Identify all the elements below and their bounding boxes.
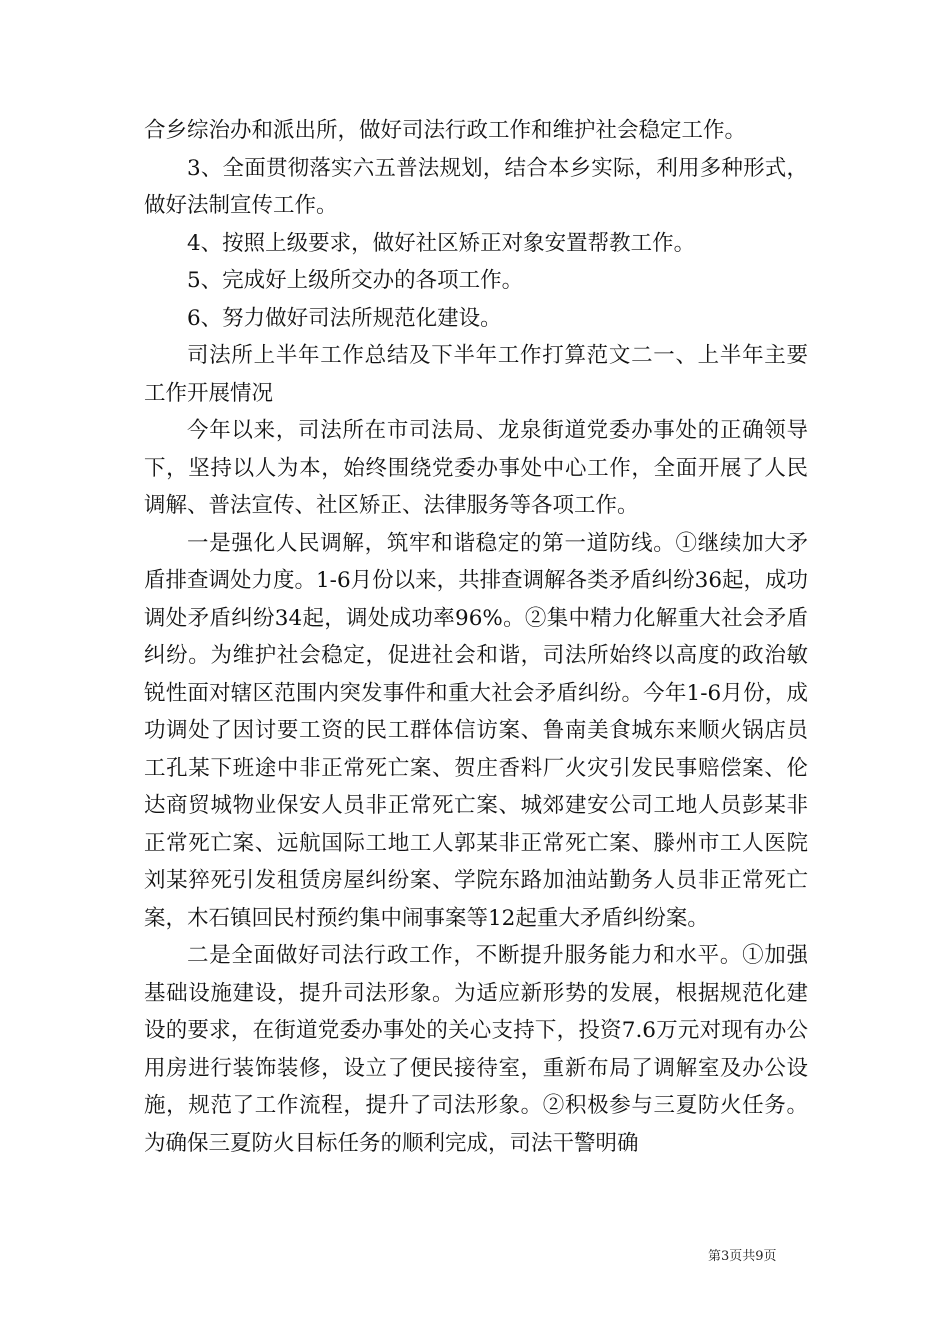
body-text	[144, 112, 808, 1162]
paragraph-item-4: 4、按照上级要求，做好社区矫正对象安置帮教工作。	[187, 230, 696, 256]
paragraph-intro: 今年以来，司法所在市司法局、龙泉街道党委办事处的正确领导下，坚持以人为本，始终围绕党委办事处中心工作，全面开展了人民调解、普法宣传、社区矫正、法律服务等各项工作。	[144, 418, 808, 518]
page-number: 第3页共9页	[708, 1249, 777, 1264]
paragraph-item-3: 3、全面贯彻落实六五普法规划，结合本乡实际，利用多种形式，做好法制宣传工作。	[144, 155, 808, 218]
paragraph-item-6: 6、努力做好司法所规范化建设。	[187, 305, 502, 331]
paragraph-continuation: 合乡综治办和派出所，做好司法行政工作和维护社会稳定工作。	[144, 118, 747, 143]
section-heading: 司法所上半年工作总结及下半年工作打算范文二一、上半年主要工作开展情况	[144, 343, 808, 406]
paragraph-item-5: 5、完成好上级所交办的各项工作。	[187, 268, 524, 293]
paragraph-mediation: 一是强化人民调解，筑牢和谐稳定的第一道防线。①继续加大矛盾排查调处力度。1-6月份以来，共排查调解各类矛盾纠纷36起，成功调处矛盾纠纷34起，调处成功率96%。②集中精力化解重大社会矛盾纠纷。为维护社会稳定，促进社会和谐，司法所始终以高度的政治敏锐性面对辖区范围内突发事件和重大社会矛盾纠纷。今年1-6月份，成功调处了因讨要工资的民工群体信访案、鲁南美食城东来顺火锅店员工孔某下班途中非正常死亡案、贺庄香料厂火灾引发民事赔偿案、伦达商贸城物业保安人员非正常死亡案、城郊建安公司工地人员彭某非正常死亡案、远航国际工地工人郭某非正常死亡案、滕州市工人医院刘某猝死引发租赁房屋纠纷案、学院东路加油站勤务人员非正常死亡案，木石镇回民村预约集中闹事案等12起重大矛盾纠纷案。	[144, 530, 808, 931]
paragraph-administration: 二是全面做好司法行政工作，不断提升服务能力和水平。①加强基础设施建设，提升司法形象。为适应新形势的发展，根据规范化建设的要求，在街道党委办事处的关心支持下，投资7.6万元对现有办公用房进行装饰装修，设立了便民接待室，重新布局了调解室及办公设施，规范了工作流程，提升了司法形象。②积极参与三夏防火任务。为确保三夏防火目标任务的顺利完成，司法干警明确	[144, 943, 808, 1156]
